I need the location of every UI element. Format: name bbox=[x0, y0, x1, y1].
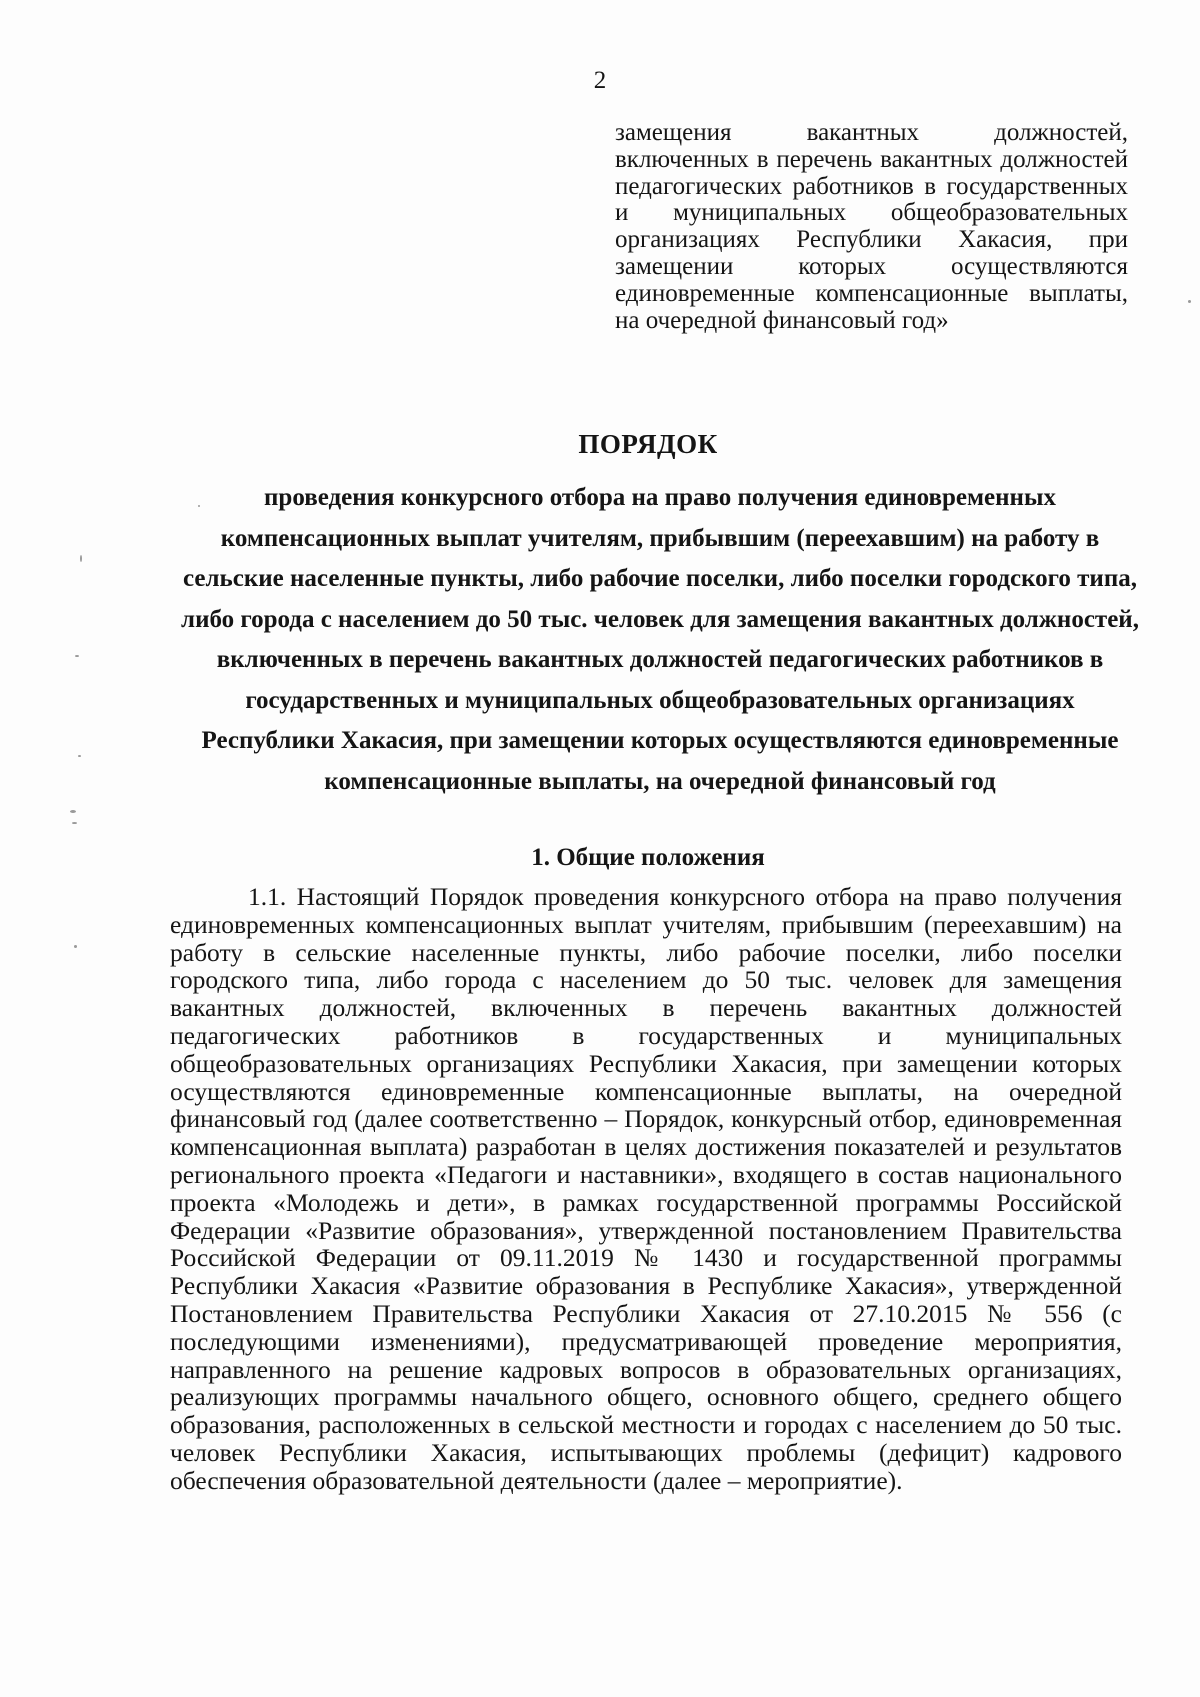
scan-speck bbox=[1188, 300, 1191, 303]
document-title: ПОРЯДОК bbox=[578, 429, 718, 459]
scan-speck bbox=[74, 945, 77, 948]
scan-speck bbox=[198, 505, 200, 507]
scan-speck bbox=[80, 555, 82, 562]
scan-speck bbox=[70, 810, 76, 813]
approval-reference-block: замещения вакантных должностей, включенных в перечень вакантных должностей педагогических работников в государственных и муниципальных общеобразовательных организациях Республики Хакасия, при замещении которых осуществляются единовременные компенсационные выплаты, на очередной финансовый год» bbox=[615, 119, 1128, 334]
page-number: 2 bbox=[593, 67, 607, 94]
scan-speck bbox=[75, 655, 79, 657]
document-subtitle: проведения конкурсного отбора на право получения единовременных компенсационных выплат учителям, прибывшим (переехавшим) на работу в сельские населенные пункты, либо рабочие поселки, либо поселки городского типа, либо города с населением до 50 тыс. человек для замещения вакантных должностей, включенных в перечень вакантных должностей педагогических работников в государственных и муниципальных общеобразовательных организациях Республики Хакасия, при замещении которых осуществляются единовременные компенсационные выплаты, на очередной финансовый год bbox=[181, 484, 1139, 795]
scan-speck bbox=[72, 822, 77, 824]
section-heading: 1. Общие положения bbox=[531, 844, 765, 871]
scan-speck bbox=[78, 755, 81, 757]
paragraph-1-1: 1.1. Настоящий Порядок проведения конкурсного отбора на право получения единовременных компенсационных выплат учителям, прибывшим (переехавшим) на работу в сельские населенные пункты, либо рабочие поселки, либо поселки городского типа, либо города с населением до 50 тыс. человек для замещения вакантных должностей, включенных в перечень вакантных должностей педагогических работников в государственных и муниципальных общеобразовательных организациях Республики Хакасия, при замещении которых осуществляются единовременные компенсационные выплаты, на очередной финансовый год (далее соответственно – Порядок, конкурсный отбор, единовременная компенсационная выплата) разработан в целях достижения показателей и результатов регионального проекта «Педагоги и наставники», входящего в состав национального проекта «Молодежь и дети», в рамках государственной программы Российской Федерации «Развитие образования», утвержденной постановлением Правительства Российской Федерации от 09.11.2019 № 1430 и государственной программы Республики Хакасия «Развитие образования в Республике Хакасия», утвержденной Постановлением Правительства Республики Хакасия от 27.10.2015 № 556 (с последующими изменениями), предусматривающей проведение мероприятия, направленного на решение кадровых вопросов в образовательных организациях, реализующих программы начального общего, основного общего, среднего общего образования, расположенных в сельской местности и городах с населением до 50 тыс. человек Республики Хакасия, испытывающих проблемы (дефицит) кадрового обеспечения образовательной деятельности (далее – мероприятие). bbox=[170, 882, 1122, 1495]
